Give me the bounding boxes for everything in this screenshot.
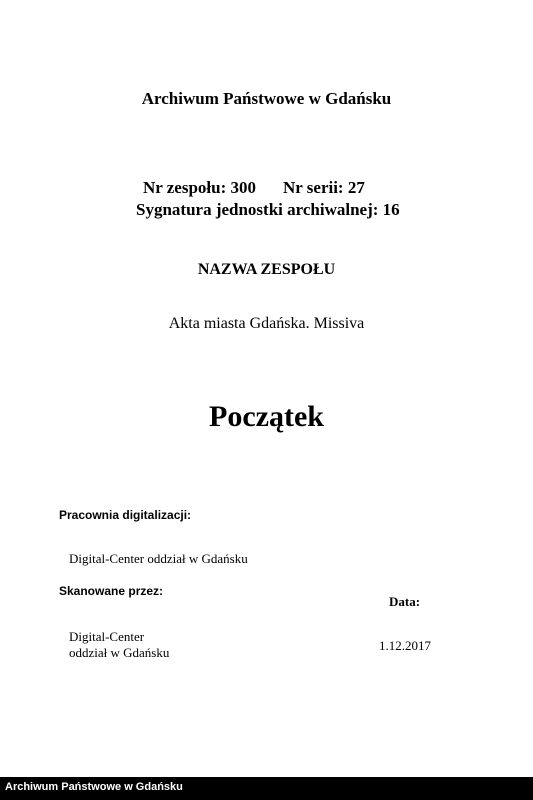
scanned-by-line-1: Digital-Center (69, 629, 145, 644)
unit-signature: Sygnatura jednostki archiwalnej: 16 (136, 200, 400, 219)
collection-number: Nr zespołu: 300 (143, 178, 257, 197)
date-label: Data: (389, 594, 421, 609)
scanned-by-line-2: oddział w Gdańsku (69, 645, 170, 660)
scanned-by-label: Skanowane przez: (59, 584, 164, 598)
section-title: Początek (209, 400, 324, 433)
scanned-by-value (69, 629, 169, 661)
collection-heading: NAZWA ZESPOŁU (197, 261, 336, 278)
collection-name: Akta miasta Gdańska. Missiva (168, 315, 365, 332)
series-number: Nr serii: 27 (283, 178, 365, 197)
identifier-line (143, 178, 365, 198)
workshop-label: Pracownia digitalizacji: (59, 508, 192, 522)
footer-text: Archiwum Państwowe w Gdańsku (5, 781, 183, 793)
footer-bar (0, 777, 533, 800)
archive-title: Archiwum Państwowe w Gdańsku (141, 89, 392, 108)
date-value: 1.12.2017 (379, 638, 431, 653)
workshop-value: Digital-Center oddział w Gdańsku (69, 551, 248, 566)
